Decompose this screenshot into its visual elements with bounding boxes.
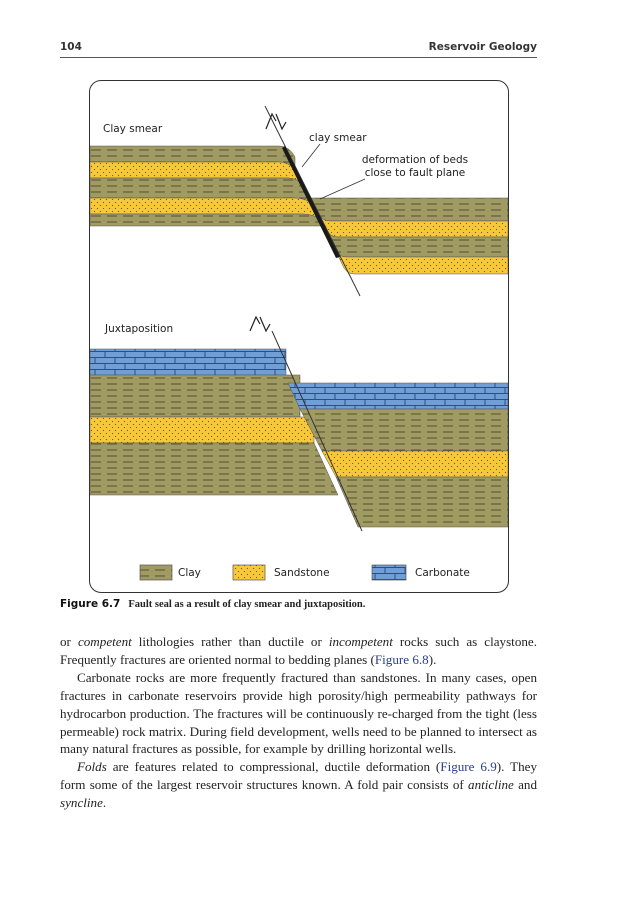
sandstone-bed: [322, 451, 508, 477]
paragraph: or competent lithologies rather than ductile or incompetent rocks such as claystone. Frequently fractures are oriented normal to bedding planes (Figure 6.8).: [60, 634, 537, 667]
sandstone-bed: [90, 417, 314, 443]
caption-text: Fault seal as a result of clay smear and juxtaposition.: [128, 599, 366, 610]
legend-swatch-clay: [140, 565, 172, 580]
figure-link[interactable]: Figure 6.8: [374, 651, 429, 667]
clay-bed: [90, 443, 338, 495]
panel-title-juxtaposition: Juxtaposition: [105, 323, 174, 335]
legend-label-sandstone: Sandstone: [274, 567, 330, 579]
legend-label-clay: Clay: [178, 567, 201, 579]
annotation-clay-smear: clay smear: [309, 132, 367, 144]
legend-label-carbonate: Carbonate: [415, 567, 470, 579]
running-head: Reservoir Geology: [428, 41, 537, 53]
displacement-arrows-icon: [250, 317, 270, 331]
header-rule: [60, 57, 537, 58]
paragraph: Carbonate rocks are more frequently fractured than sandstones. In many cases, open fractures in carbonate reservoirs provide high porosity/high permeability pathways for hydrocarbon production. The fractures will be continuously re-charged from the tight (less permeable) rock matrix. During field development, wells need to be planned to intersect as many natural fractures as possible, for example by drilling horizontal wells.: [60, 669, 537, 757]
carbonate-bed: [288, 383, 508, 409]
paragraph: Folds are features related to compressional, ductile deformation (Figure 6.9). They form some of the largest reservoir structures known. A fold pair consists of anticline and syncline.: [60, 759, 538, 811]
annotation-deformation-line2: close to fault plane: [364, 167, 466, 179]
legend-swatch-carbonate: [372, 565, 406, 580]
figure-link[interactable]: Figure 6.9: [440, 759, 497, 775]
annotation-deformation-line1: deformation of beds: [361, 154, 469, 166]
annotation-leader: [320, 179, 365, 199]
caption-label: Figure 6.7: [60, 598, 121, 610]
annotation-leader: [302, 144, 320, 167]
panel-title-clay-smear: Clay smear: [103, 123, 163, 135]
figure-caption: [60, 598, 365, 610]
clay-bed: [310, 198, 508, 221]
legend-swatch-sandstone: [233, 565, 265, 580]
annotation-deformation: [360, 154, 470, 180]
displacement-arrows-icon: [266, 114, 286, 129]
figure-diagram: [89, 80, 509, 593]
page-number: 104: [60, 41, 82, 53]
clay-bed: [90, 375, 300, 417]
clay-bed: [336, 477, 508, 527]
clay-bed: [90, 214, 325, 226]
body-text: [60, 633, 537, 812]
clay-bed: [300, 409, 508, 451]
